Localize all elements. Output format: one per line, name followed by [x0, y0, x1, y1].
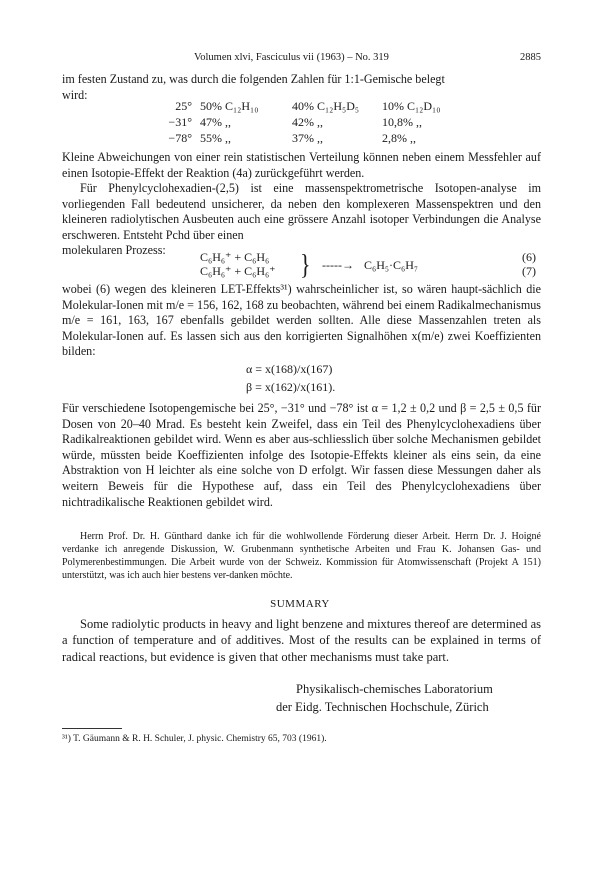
acknowledgement — [62, 530, 541, 582]
equation-number-7: (7) — [522, 264, 536, 278]
table-cell: 10% C₁₂D₁₀ — [382, 99, 441, 113]
page-number: 2885 — [520, 52, 541, 63]
table-cell-temp: 25° — [175, 99, 192, 113]
reaction-6-reactants: C₆H₆⁺ + C₆H₆ — [200, 250, 270, 264]
reaction-product: C₆H₅·C₆H₇ — [364, 258, 419, 272]
reaction-7-reactants: C₆H₆⁺ + C₆H₆⁺ — [200, 264, 276, 278]
paragraph-text: Für verschiedene Isotopengemische bei 25°, −31° und −78° ist α = 1,2 ± 0,2 und β = 2,5 ± 0,5 für Dosen von 20–40 Mrad. Es besteht kein Zweifel, dass ein Teil des Phenylcyclohexadiens über Radikalreaktionen gebildet wird. Wenn es aber aus-schliesslich über solche Mechanismen gebildet würde, müssten beide Koeffizienten infolge des Isotopie-Effekts kleiner als eins sein, da eine Abstraktion von H leichter als eine solche von D erfolgt. Wir fassen diese Messungen daher als weitern Beweis für die Hypothese auf, dass ein Teil des Phenylcyclohexadiens über nichtradikalische Reaktionen gebildet wird. — [62, 401, 541, 509]
journal-volume-info: Volumen xlvi, Fasciculus vii (1963) – No. 319 — [194, 52, 389, 63]
table-cell: 50% C₁₂H₁₀ — [200, 99, 259, 113]
paragraph-text: Kleine Abweichungen von einer rein statistischen Verteilung können neben einem Messfehler auf einen Isotopie-Effekt der Reaktion (4a) zurückgeführt werden. — [62, 150, 541, 180]
summary-block — [62, 616, 541, 665]
table-cell-temp: −78° — [168, 131, 192, 145]
table-cell: 40% C₁₂H₅D₅ — [292, 99, 360, 113]
affiliation-line-2: der Eidg. Technischen Hochschule, Zürich — [276, 700, 489, 714]
affiliation-line-1: Physikalisch-chemisches Laboratorium — [296, 682, 493, 696]
equation-number-6: (6) — [522, 250, 536, 264]
acknowledgement-text: Herrn Prof. Dr. H. Günthard danke ich für die wohlwollende Förderung dieser Arbeit. Herrn Dr. J. Hoigné verdanke ich anregende Diskussion, W. Grubenmann synthetische Arbeiten und Frau K. Johansen Gas- und Polymerenbestimmungen. Die Arbeit wurde von der Schweiz. Kommission für Atomwissenschaft (Projekt A 151) unterstützt, was ich auch hier bestens ver-danken möchte. — [62, 531, 541, 581]
table-row — [160, 98, 502, 114]
table-cell: 55% ,, — [200, 131, 231, 145]
summary-heading: SUMMARY — [270, 598, 330, 610]
paragraph-text: wobei (6) wegen des kleineren LET-Effekts³¹) wahrscheinlicher ist, so wären haupt-sächlich die Molekular-Ionen mit m/e = 156, 162, 168 zu beobachten, während bei einem Radikalmechanismus m/e = 161, 163, 167 ebenfalls gebildet werden sollten. Alle diese Massenzahlen treten als Molekular-Ionen auf. Es lassen sich aus den korrigierten Signalhöhen x(m/e) zwei Koeffizienten bilden: — [62, 282, 541, 359]
reaction-arrow-icon: -----→ — [322, 258, 354, 272]
table-cell: 42% ,, — [292, 115, 323, 129]
paragraph-text: molekularen Prozess: — [62, 243, 166, 257]
footnote-31: ³¹) T. Gäumann & R. H. Schuler, J. physic. Chemistry 65, 703 (1961). — [62, 734, 327, 744]
table-row — [160, 130, 502, 146]
table-cell: 47% ,, — [200, 115, 231, 129]
paragraph-1 — [62, 150, 541, 181]
summary-text: Some radiolytic products in heavy and light benzene and mixtures thereof are determined as a function of temperature and of additives. Most of the results can be explained in terms of radical reactions, but evidence is given that other mechanisms must take part. — [62, 617, 541, 664]
intro-line-1: im festen Zustand zu, was durch die folgenden Zahlen für 1:1-Gemische belegt — [62, 72, 445, 86]
table-cell: 2,8% ,, — [382, 131, 416, 145]
table-cell: 10,8% ,, — [382, 115, 422, 129]
alpha-definition: α = x(168)/x(167) — [246, 362, 333, 376]
beta-definition: β = x(162)/x(161). — [246, 380, 336, 394]
table-row — [160, 114, 502, 130]
paragraph-text: Für Phenylcyclohexadien-(2,5) ist eine massenspektrometrische Isotopen-analyse im vorliegenden Fall bedeutend unsicherer, da neben den komplexeren Massenspektren und den kleineren radiolytischen Ausbeuten auch eine grössere Anzahl isotoper Verbindungen die Analyse erschweren. Entsteht Pchd über einen — [62, 181, 541, 242]
table-cell-temp: −31° — [168, 115, 192, 129]
intro-line-2: wird: — [62, 87, 88, 102]
isotope-distribution-table — [160, 98, 502, 146]
paragraph-3 — [62, 282, 541, 360]
brace-icon: } — [300, 248, 311, 281]
table-cell: 37% ,, — [292, 131, 323, 145]
equation-numbers — [522, 250, 536, 278]
paragraph-4 — [62, 401, 541, 510]
footnote-divider — [62, 728, 122, 729]
paragraph-2 — [62, 181, 541, 243]
reaction-reactants — [200, 250, 276, 278]
